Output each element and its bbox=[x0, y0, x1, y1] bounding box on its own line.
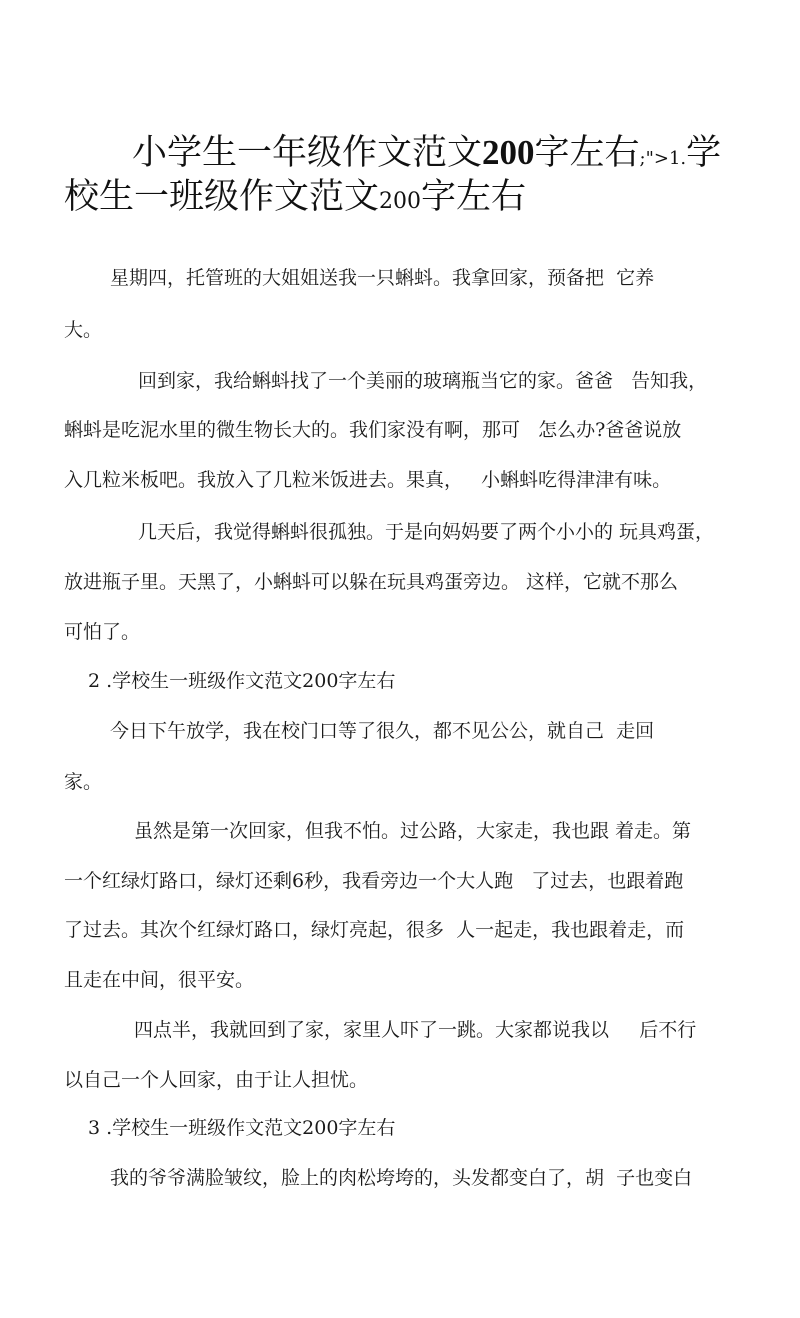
paragraph-line: 入几粒米板吧。我放入了几粒米饭进去。果真， 小蝌蚪吃得津津有味。 bbox=[64, 469, 672, 491]
title-text-a: 小学生一年级作文范文 bbox=[132, 133, 483, 173]
paragraph-line: 且走在中间，很平安。 bbox=[64, 969, 255, 991]
paragraph-line: 放进瓶子里。天黑了，小蝌蚪可以躲在玩具鸡蛋旁边。 这样，它就不那么 bbox=[64, 571, 679, 593]
paragraph-line: 虽然是第一次回家，但我不怕。过公路，大家走，我也跟 着走。第 bbox=[134, 820, 692, 842]
paragraph-line: 回到家，我给蝌蚪找了一个美丽的玻璃瓶当它的家。爸爸 告知我， bbox=[138, 370, 708, 392]
paragraph-line: 四点半，我就回到了家，家里人吓了一跳。大家都说我以 后不行 bbox=[134, 1019, 697, 1041]
paragraph-line: 我的爷爷满脸皱纹，脸上的肉松垮垮的，头发都变白了，胡 子也变白 bbox=[110, 1167, 693, 1189]
section-heading-2: 2 .学校生一班级作文范文200字左右 bbox=[88, 670, 396, 692]
paragraph-line: 大。 bbox=[64, 319, 103, 341]
paragraph-line: 家。 bbox=[64, 771, 103, 793]
paragraph-line: 今日下午放学，我在校门口等了很久，都不见公公，就自己 走回 bbox=[110, 720, 655, 742]
title-text-d: 校生一班级作文范文 bbox=[64, 177, 380, 217]
title-text-e: 字左右 bbox=[421, 177, 527, 217]
title-text-b: 字左右 bbox=[534, 133, 640, 173]
title-number: 200 bbox=[482, 133, 535, 172]
paragraph-line: 一个红绿灯路口，绿灯还剩6秒，我看旁边一个大人跑 了过去，也跟着跑 bbox=[64, 870, 684, 892]
paragraph-line: 蝌蚪是吃泥水里的微生物长大的。我们家没有啊，那可 怎么办?爸爸说放 bbox=[64, 419, 682, 441]
paragraph-line: 可怕了。 bbox=[64, 621, 141, 643]
paragraph-line: 以自己一个人回家，由于让人担忧。 bbox=[64, 1069, 369, 1091]
title-text-c: 学 bbox=[686, 133, 722, 173]
document-title-line-2 bbox=[64, 172, 754, 227]
title-tail-artifact: ;">1. bbox=[639, 148, 687, 169]
paragraph-line: 星期四，托管班的大姐姐送我一只蝌蚪。我拿回家，预备把 它养 bbox=[110, 267, 655, 289]
paragraph-line: 了过去。其次个红绿灯路口，绿灯亮起，很多 人一起走，我也跟着走，而 bbox=[64, 919, 685, 941]
title-number-small: 200 bbox=[379, 189, 422, 214]
paragraph-line: 几天后，我觉得蝌蚪很孤独。于是向妈妈要了两个小小的 玩具鸡蛋， bbox=[138, 521, 715, 543]
section-heading-3: 3 .学校生一班级作文范文200字左右 bbox=[88, 1117, 396, 1139]
